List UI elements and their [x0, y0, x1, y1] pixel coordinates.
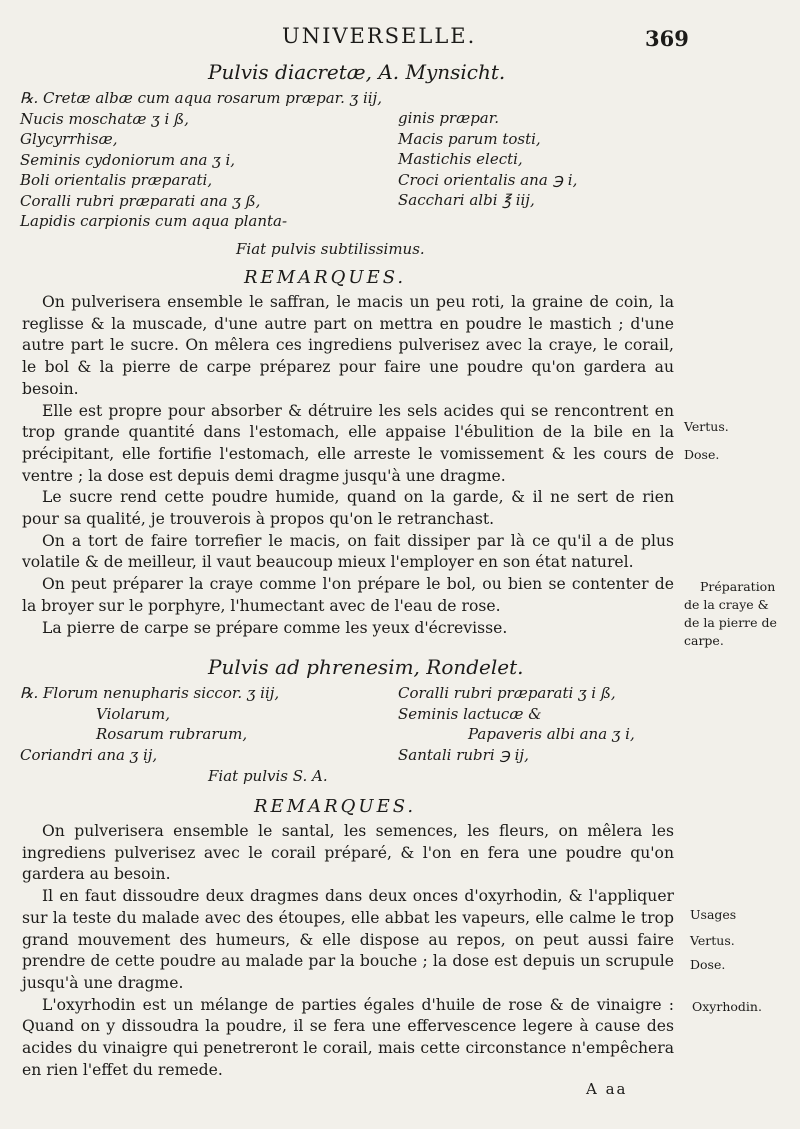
remarques-heading: REMARQUES. [244, 267, 407, 288]
remarques-body [22, 292, 674, 639]
margin-note-oxyrhodin: Oxyrhodin. [692, 999, 762, 1014]
ingredient-line: Glycyrrhisæ, [20, 130, 118, 148]
margin-note-dose: Dose. [690, 957, 726, 972]
ingredient-line: Nucis moschatæ ʒ i ß, [20, 109, 189, 128]
paragraph: Le sucre rend cette poudre humide, quand on la garde, & il ne sert de rien pour sa qualité, je trouverois à propos qu'on le retranchast. [22, 488, 674, 529]
ingredient-line: Croci orientalis ana ℈ i, [398, 170, 578, 189]
recipe-title: Pulvis ad phrenesim, Rondelet. [208, 655, 524, 679]
ingredient-line: Boli orientalis præparati, [20, 171, 213, 189]
ingredient-line: Mastichis electi, [398, 150, 523, 168]
recipe-title: Pulvis diacretæ, A. Mynsicht. [208, 60, 506, 84]
remarques-heading: REMARQUES. [254, 796, 417, 817]
margin-note-vertus: Vertus. [684, 419, 729, 434]
running-header [0, 24, 800, 54]
catchword: A aa [586, 1080, 628, 1098]
ingredient-line: Rosarum rubrarum, [96, 725, 248, 743]
paragraph: On pulverisera ensemble le saffran, le macis un peu roti, la graine de coin, la reglisse & la muscade, d'une autre part on mettra en poudre le mastich ; d'une autre part le sucre. On mêlera ces ingrediens pulverisez avec la craye, le corail, le bol & la pierre de carpe préparez pour faire une poudre qu'on gardera au besoin. [22, 293, 674, 398]
margin-note-vertus: Vertus. [690, 933, 735, 948]
ingredient-line: Macis parum tosti, [398, 129, 541, 148]
ingredient-line: Seminis cydoniorum ana ʒ i, [20, 150, 236, 169]
remarques-body [22, 821, 674, 1081]
recipe-ingredients-left [20, 88, 382, 232]
margin-note-dose: Dose. [684, 447, 720, 462]
paragraph: L'oxyrhodin est un mélange de parties égales d'huile de rose & de vinaigre : Quand on y dissoudra la poudre, il se fera une effervescence legere à cause des acides du vinaigre qui penetreront le corail, mais cette circonstance n'empêchera en rien l'effet du remede. [22, 995, 674, 1079]
margin-note-usages: Usages [690, 907, 737, 922]
ingredient-line: ℞. Cretæ albæ cum aqua rosarum præpar. ʒ iij, [20, 89, 382, 107]
recipe-ingredients-right [398, 108, 577, 211]
recipe-fiat: Fiat pulvis subtilissimus. [236, 240, 425, 258]
header-title: UNIVERSELLE. [282, 24, 477, 48]
ingredient-line: Papaveris albi ana ʒ i, [468, 725, 635, 743]
ingredient-line: Coralli rubri præparati ana ʒ ß, [20, 191, 261, 210]
paragraph: Il en faut dissoudre deux dragmes dans deux onces d'oxyrhodin, & l'appliquer sur la teste du malade avec des étoupes, elle abbat les vapeurs, elle calme le trop grand mouvement des humeurs, & elle dispose au repos, on peut aussi faire prendre de cette poudre au malade par la bouche ; la dose est depuis un scrupule jusqu'à une dragme. [22, 887, 674, 992]
paragraph: On peut préparer la craye comme l'on prépare le bol, ou bien se contenter de la broyer sur le porphyre, l'humectant avec de l'eau de rose. [22, 575, 674, 615]
recipe-ingredients-right [398, 683, 635, 765]
ingredient-line: Coralli rubri præparati ʒ i ß, [398, 684, 616, 702]
ingredient-line: Violarum, [96, 704, 170, 723]
ingredient-line: Seminis lactucæ & [398, 704, 542, 723]
recipe-fiat: Fiat pulvis S. A. [208, 767, 328, 785]
ingredient-line: ℞. Florum nenupharis siccor. ʒ iij, [20, 684, 280, 702]
paragraph: Elle est propre pour absorber & détruire les sels acides qui se rencontrent en trop grande quantité dans l'estomach, elle appaise l'ébulition de la bile en la précipitant, elle fortifie l'estomach, elle arreste le vomissement & les cours de ventre ; la dose est depuis demi dragme jusqu'à une dragme. [22, 401, 674, 485]
paragraph: On a tort de faire torrefier le macis, on fait dissiper par là ce qu'il a de plus volatile & de meilleur, il vaut beaucoup mieux l'employer en son état naturel. [22, 531, 674, 572]
margin-note-preparation: de la craye & [684, 597, 769, 612]
margin-note-preparation: Préparation [700, 579, 776, 594]
margin-note-preparation: de la pierre de [684, 615, 777, 630]
ingredient-line: ginis præpar. [398, 109, 500, 127]
ingredient-line: Sacchari albi ℥ iij, [398, 191, 535, 209]
recipe-ingredients-left [20, 683, 279, 765]
margin-note-preparation: carpe. [684, 633, 724, 648]
ingredient-line: Santali rubri ℈ ij, [398, 745, 529, 764]
ingredient-line: Lapidis carpionis cum aqua planta- [20, 212, 288, 230]
paragraph: La pierre de carpe se prépare comme les yeux d'écrevisse. [42, 618, 508, 637]
page-number: 369 [645, 26, 689, 51]
ingredient-line: Coriandri ana ʒ ij, [20, 745, 158, 764]
paragraph: On pulverisera ensemble le santal, les semences, les fleurs, on mêlera les ingrediens pulverisez avec le corail préparé, & l'on en fera une poudre qu'on gardera au besoin. [22, 822, 674, 884]
